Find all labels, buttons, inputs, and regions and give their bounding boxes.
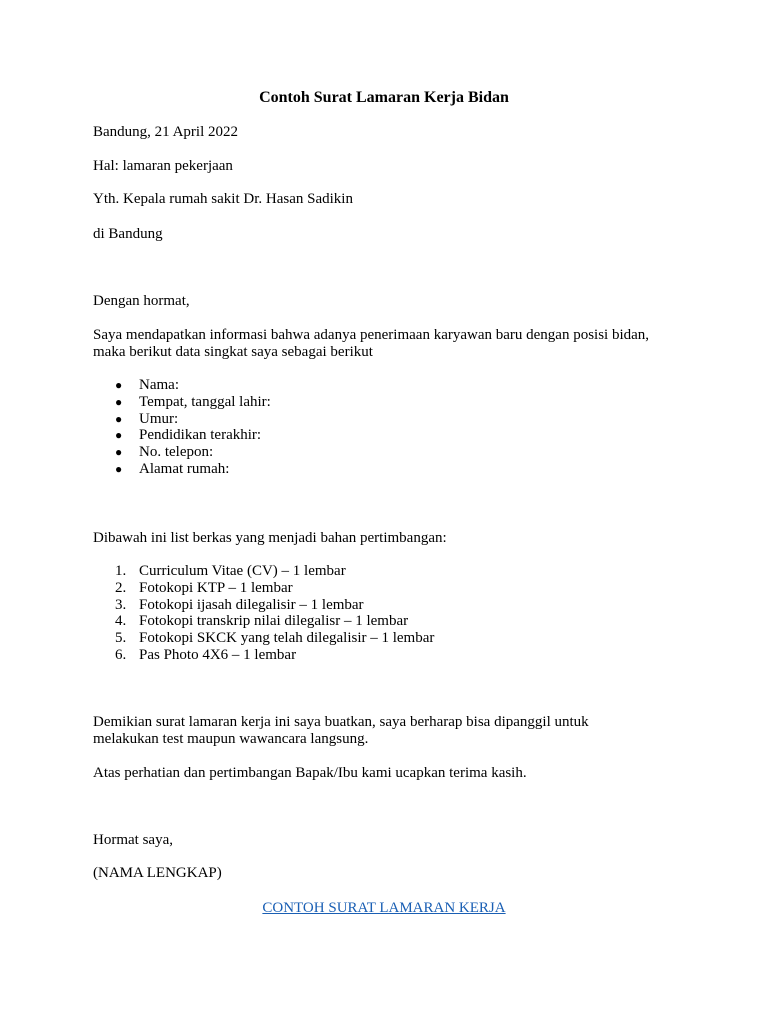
document-item <box>93 647 434 664</box>
personal-field-item <box>93 427 271 444</box>
thanks-line: Atas perhatian dan pertimbangan Bapak/Ibu kami ucapkan terima kasih. <box>93 765 527 781</box>
personal-field-item <box>93 411 271 428</box>
bullet-icon: ● <box>115 461 123 476</box>
document-item-number: 5. <box>115 630 127 647</box>
bullet-icon: ● <box>115 378 123 392</box>
personal-field-label: Nama: <box>139 377 179 393</box>
document-item <box>93 613 434 630</box>
contoh-surat-link[interactable]: CONTOH SURAT LAMARAN KERJA <box>262 900 506 916</box>
closing-line-2: melakukan test maupun wawancara langsung. <box>93 731 369 747</box>
document-item-text: Fotokopi KTP – 1 lembar <box>139 579 293 596</box>
bullet-icon: ● <box>115 394 123 409</box>
personal-field-item <box>93 377 271 394</box>
greeting: Dengan hormat, <box>93 293 190 309</box>
documents-intro: Dibawah ini list berkas yang menjadi bahan pertimbangan: <box>93 530 447 546</box>
document-item-number: 3. <box>115 596 127 613</box>
signoff: Hormat saya, <box>93 832 173 848</box>
date-line: Bandung, 21 April 2022 <box>93 124 238 140</box>
document-item-number: 1. <box>115 563 127 579</box>
bullet-icon: ● <box>115 428 123 443</box>
documents-list <box>93 563 434 664</box>
document-item <box>93 597 434 614</box>
document-item <box>93 580 434 597</box>
bullet-icon: ● <box>115 411 123 426</box>
document-title: Contoh Surat Lamaran Kerja Bidan <box>259 89 509 106</box>
document-item-text: Pas Photo 4X6 – 1 lembar <box>139 646 297 663</box>
personal-field-item <box>93 394 271 411</box>
document-item-text: Fotokopi ijasah dilegalisir – 1 lembar <box>139 596 364 613</box>
subject-line: Hal: lamaran pekerjaan <box>93 158 233 174</box>
intro-line-2: maka berikut data singkat saya sebagai berikut <box>93 344 373 360</box>
document-item-number: 6. <box>115 646 127 663</box>
intro-line-1: Saya mendapatkan informasi bahwa adanya penerimaan karyawan baru dengan posisi bidan, <box>93 327 650 343</box>
document-item <box>93 563 434 580</box>
personal-fields-list <box>93 377 271 478</box>
personal-field-item <box>93 461 271 478</box>
signature-name: (NAMA LENGKAP) <box>93 865 222 881</box>
personal-field-item <box>93 444 271 461</box>
personal-field-label: Tempat, tanggal lahir: <box>139 393 271 410</box>
document-item <box>93 630 434 647</box>
recipient-location: di Bandung <box>93 226 163 242</box>
document-item-text: Curriculum Vitae (CV) – 1 lembar <box>139 563 346 579</box>
document-item-number: 2. <box>115 579 127 596</box>
document-item-number: 4. <box>115 613 127 630</box>
document-item-text: Fotokopi transkrip nilai dilegalisr – 1 lembar <box>139 613 409 630</box>
personal-field-label: Alamat rumah: <box>139 460 230 477</box>
document-item-text: Fotokopi SKCK yang telah dilegalisir – 1 lembar <box>139 630 435 647</box>
personal-field-label: No. telepon: <box>139 444 214 461</box>
closing-line-1: Demikian surat lamaran kerja ini saya buatkan, saya berharap bisa dipanggil untuk <box>93 714 589 730</box>
personal-field-label: Umur: <box>139 410 179 427</box>
bullet-icon: ● <box>115 445 123 460</box>
recipient-line: Yth. Kepala rumah sakit Dr. Hasan Sadikin <box>93 191 353 207</box>
personal-field-label: Pendidikan terakhir: <box>139 427 262 444</box>
